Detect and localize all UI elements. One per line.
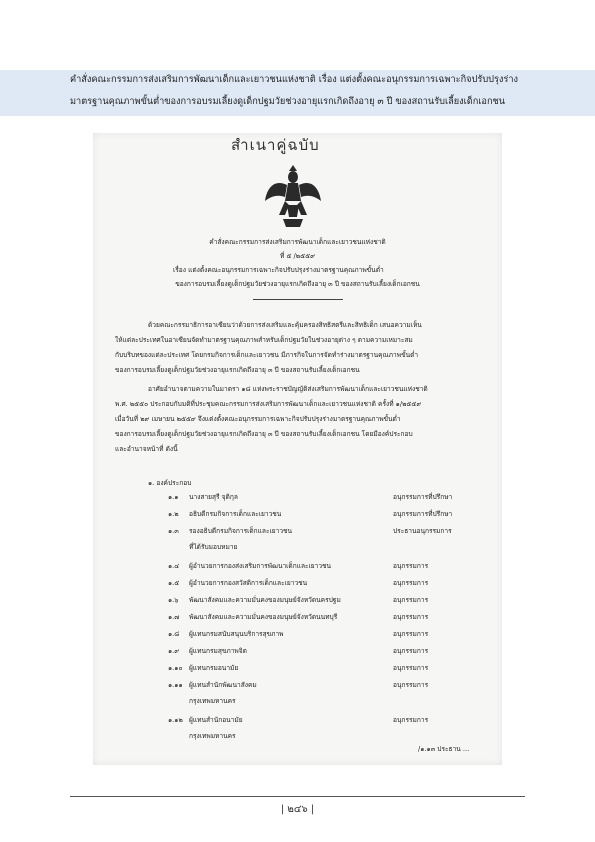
member-role: อนุกรรมการ: [393, 716, 429, 724]
continuation-note: /๑.๑๓ ประธาน ...: [418, 745, 470, 753]
member-number: ๑.๑๐: [168, 664, 183, 672]
member-name-continued: กรุงเทพมหานคร: [189, 732, 236, 740]
member-name-continued: ที่ได้รับมอบหมาย: [189, 543, 238, 551]
member-role: อนุกรรมการ: [393, 630, 429, 638]
order-subject-line-2: ของการอบรมเลี้ยงดูเด็กปฐมวัยช่วงอายุแรกเกิดถึงอายุ ๓ ปี ของสถานรับเลี้ยงเด็กเอกชน: [175, 280, 420, 288]
footer-rule: [70, 796, 525, 797]
member-name: รองอธิบดีกรมกิจการเด็กและเยาวชน: [189, 527, 293, 535]
member-name-continued: กรุงเทพมหานคร: [189, 697, 236, 705]
copy-stamp: สำเนาคู่ฉบับ: [231, 136, 320, 154]
para2-line-3: เมื่อวันที่ ๒๙ เมษายน ๒๕๕๙ จึงแต่งตั้งคณะอนุกรรมการเฉพาะกิจปรับปรุงร่างมาตรฐานคุณภาพขั้นต่ำ: [115, 415, 401, 423]
member-number: ๑.๕: [168, 579, 180, 587]
member-number: ๑.๑๒: [168, 716, 183, 724]
member-name: พัฒนาสังคมและความมั่นคงของมนุษย์จังหวัดนครปฐม: [189, 596, 341, 604]
para1-line-1: ด้วยคณะกรรมาธิการอาเซียนว่าด้วยการส่งเสริมและคุ้มครองสิทธิสตรีและสิทธิเด็ก เสนอความเห็น: [148, 321, 422, 329]
member-number: ๑.๗: [168, 613, 180, 621]
member-name: ผู้แทนกรมอนามัย: [189, 664, 239, 672]
member-number: ๑.๒: [168, 510, 179, 518]
member-number: ๑.๓: [168, 527, 179, 535]
member-role: อนุกรรมการ: [393, 562, 429, 570]
page-number: | ๒๔๖ |: [280, 804, 315, 815]
member-role: อนุกรรมการ: [393, 647, 429, 655]
member-role: อนุกรรมการ: [393, 596, 429, 604]
header-line-1: คำสั่งคณะกรรมการส่งเสริมการพัฒนาเด็กและเยาวชนแห่งชาติ เรื่อง แต่งตั้งคณะอนุกรรมการเฉพาะกิจปรับปรุงร่าง: [70, 74, 518, 85]
separator-line: [253, 299, 343, 300]
member-role: อนุกรรมการ: [393, 681, 429, 689]
member-name: ผู้อำนวยการกองสวัสดิการเด็กและเยาวชน: [189, 579, 308, 587]
member-role: ประธานอนุกรรมการ: [393, 527, 452, 535]
member-number: ๑.๙: [168, 647, 180, 655]
member-name: พัฒนาสังคมและความมั่นคงของมนุษย์จังหวัดนนทบุรี: [189, 613, 338, 621]
member-name: ผู้แทนสำนักพัฒนาสังคม: [189, 681, 257, 689]
member-role: อนุกรรมการที่ปรึกษา: [393, 493, 453, 501]
section-heading: ๑. องค์ประกอบ: [148, 479, 192, 487]
member-role: อนุกรรมการที่ปรึกษา: [393, 510, 453, 518]
member-number: ๑.๑๑: [168, 681, 183, 689]
member-number: ๑.๑: [168, 493, 179, 501]
para2-line-5: และอำนาจหน้าที่ ดังนี้: [115, 445, 178, 453]
member-name: ผู้แทนกรมสุขภาพจิต: [189, 647, 247, 655]
para2-line-1: อาศัยอำนาจตามความในมาตรา ๑๘ แห่งพระราชบัญญัติส่งเสริมการพัฒนาเด็กและเยาวชนแห่งชาติ: [148, 385, 428, 393]
para2-line-2: พ.ศ. ๒๕๕๐ ประกอบกับมติที่ประชุมคณะกรรมการส่งเสริมการพัฒนาเด็กและเยาวชนแห่งชาติ ครั้งที่ ๑/๒๕๕๙: [115, 400, 422, 408]
member-role: อนุกรรมการ: [393, 664, 429, 672]
member-name: ผู้แทนกรมสนับสนุนบริการสุขภาพ: [189, 630, 284, 638]
member-number: ๑.๖: [168, 596, 179, 604]
garuda-emblem-icon: [263, 161, 323, 229]
order-subject-line-1: เรื่อง แต่งตั้งคณะอนุกรรมการเฉพาะกิจปรับปรุงร่างมาตรฐานคุณภาพขั้นต่ำ: [173, 266, 384, 274]
header-line-2: มาตรฐานคุณภาพขั้นต่ำของการอบรมเลี้ยงดูเด็กปฐมวัยช่วงอายุแรกเกิดถึงอายุ ๓ ปี ของสถานรับเลี้ยงเด็กเอกชน: [70, 96, 506, 107]
scanned-document: [93, 133, 502, 765]
para1-line-3: กับบริบทของแต่ละประเทศ โดยกรมกิจการเด็กและเยาวชน มีภารกิจในการจัดทำร่างมาตรฐานคุณภาพขั้นต่ำ: [115, 351, 419, 359]
para2-line-4: ของการอบรมเลี้ยงดูเด็กปฐมวัยช่วงอายุแรกเกิดถึงอายุ ๓ ปี ของสถานรับเลี้ยงเด็กเอกชน โดยมีองค์ประกอบ: [115, 430, 413, 438]
member-number: ๑.๘: [168, 630, 180, 638]
member-name: ผู้แทนสำนักอนามัย: [189, 716, 243, 724]
member-role: อนุกรรมการ: [393, 579, 429, 587]
order-title: คำสั่งคณะกรรมการส่งเสริมการพัฒนาเด็กและเยาวชนแห่งชาติ: [209, 238, 386, 246]
member-name: ผู้อำนวยการกองส่งเสริมการพัฒนาเด็กและเยาวชน: [189, 562, 332, 570]
member-name: นางสายสุรี จุติกุล: [189, 493, 238, 501]
order-number: ที่ ๕ /๒๕๕๙: [280, 252, 315, 260]
para1-line-2: ให้แต่ละประเทศในอาเซียนจัดทำมาตรฐานคุณภาพสำหรับเด็กปฐมวัยในช่วงอายุต่าง ๆ ตามความเหมาะสม: [115, 336, 413, 344]
member-name: อธิบดีกรมกิจการเด็กและเยาวชน: [189, 510, 282, 518]
member-number: ๑.๔: [168, 562, 180, 570]
member-role: อนุกรรมการ: [393, 613, 429, 621]
para1-line-4: ของการอบรมเลี้ยงดูเด็กปฐมวัยช่วงอายุแรกเกิดถึงอายุ ๓ ปี ของสถานรับเลี้ยงเด็กเอกชน: [115, 366, 360, 374]
